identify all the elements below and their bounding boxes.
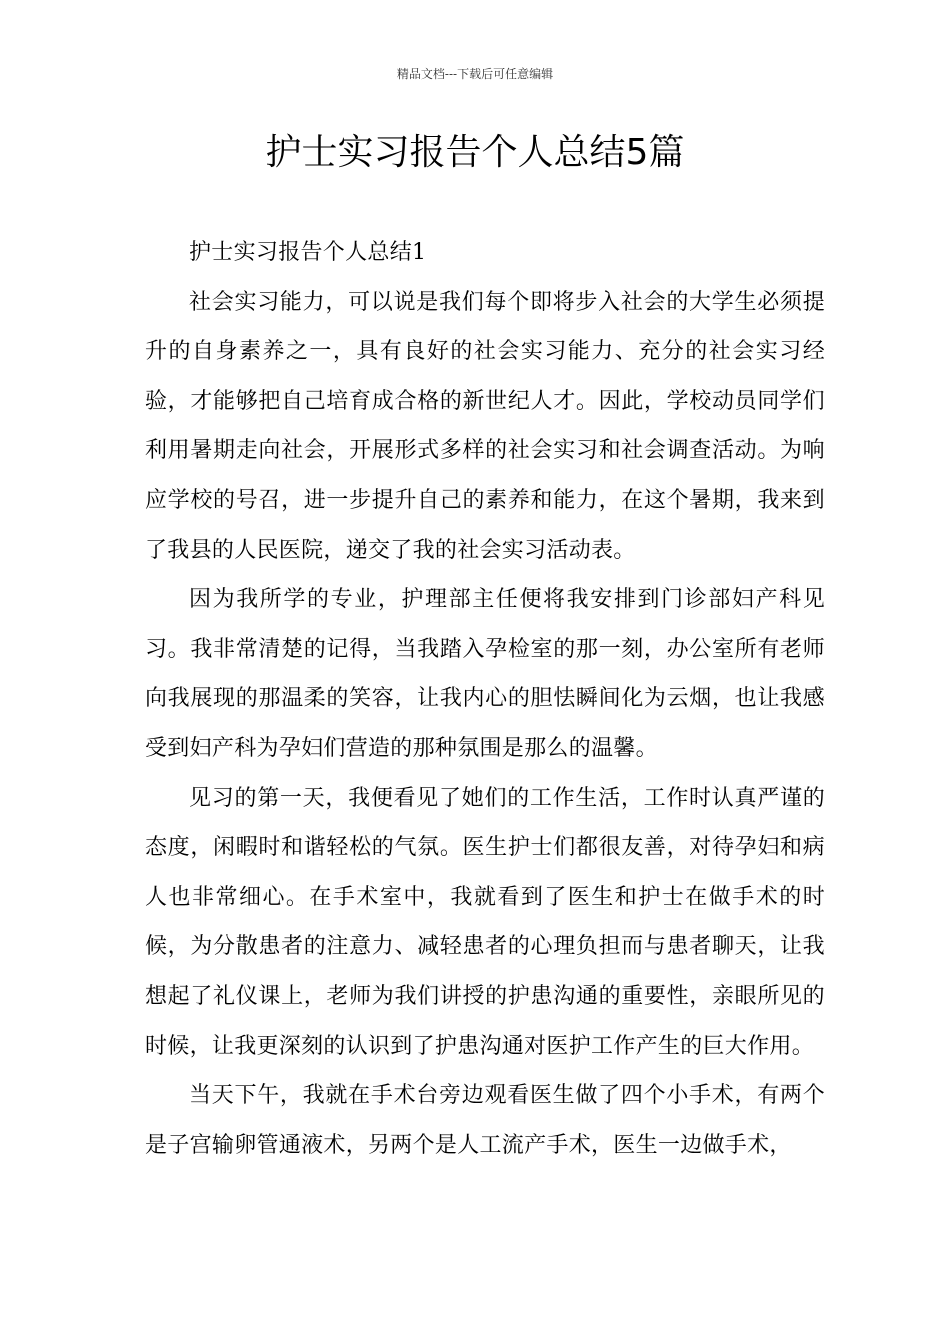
paragraph: 当天下午，我就在手术台旁边观看医生做了四个小手术，有两个是子宫输卵管通液术，另两个是人工流产手术，医生一边做手术， (145, 1083, 825, 1158)
section-heading: 护士实习报告个人总结1 (189, 240, 427, 265)
document-body (145, 228, 825, 1170)
document-title: 护士实习报告个人总结5篇 (265, 132, 685, 173)
paragraph: 因为我所学的专业，护理部主任便将我安排到门诊部妇产科见习。我非常清楚的记得，当我踏入孕检室的那一刻，办公室所有老师向我展现的那温柔的笑容，让我内心的胆怯瞬间化为云烟，也让我感受到妇产科为孕妇们营造的那种氛围是那么的温馨。 (145, 587, 825, 761)
header-note: 精品文档---下载后可任意编辑 (396, 67, 554, 81)
paragraph: 社会实习能力，可以说是我们每个即将步入社会的大学生必须提升的自身素养之一，具有良好的社会实习能力、充分的社会实习经验，才能够把自己培育成合格的新世纪人才。因此，学校动员同学们利用暑期走向社会，开展形式多样的社会实习和社会调查活动。为响应学校的号召，进一步提升自己的素养和能力，在这个暑期，我来到了我县的人民医院，递交了我的社会实习活动表。 (145, 289, 825, 563)
paragraph: 见习的第一天，我便看见了她们的工作生活，工作时认真严谨的态度，闲暇时和谐轻松的气氛。医生护士们都很友善，对待孕妇和病人也非常细心。在手术室中，我就看到了医生和护士在做手术的时候，为分散患者的注意力、减轻患者的心理负担而与患者聊天，让我想起了礼仪课上，老师为我们讲授的护患沟通的重要性，亲眼所见的时候，让我更深刻的认识到了护患沟通对医护工作产生的巨大作用。 (145, 785, 825, 1059)
